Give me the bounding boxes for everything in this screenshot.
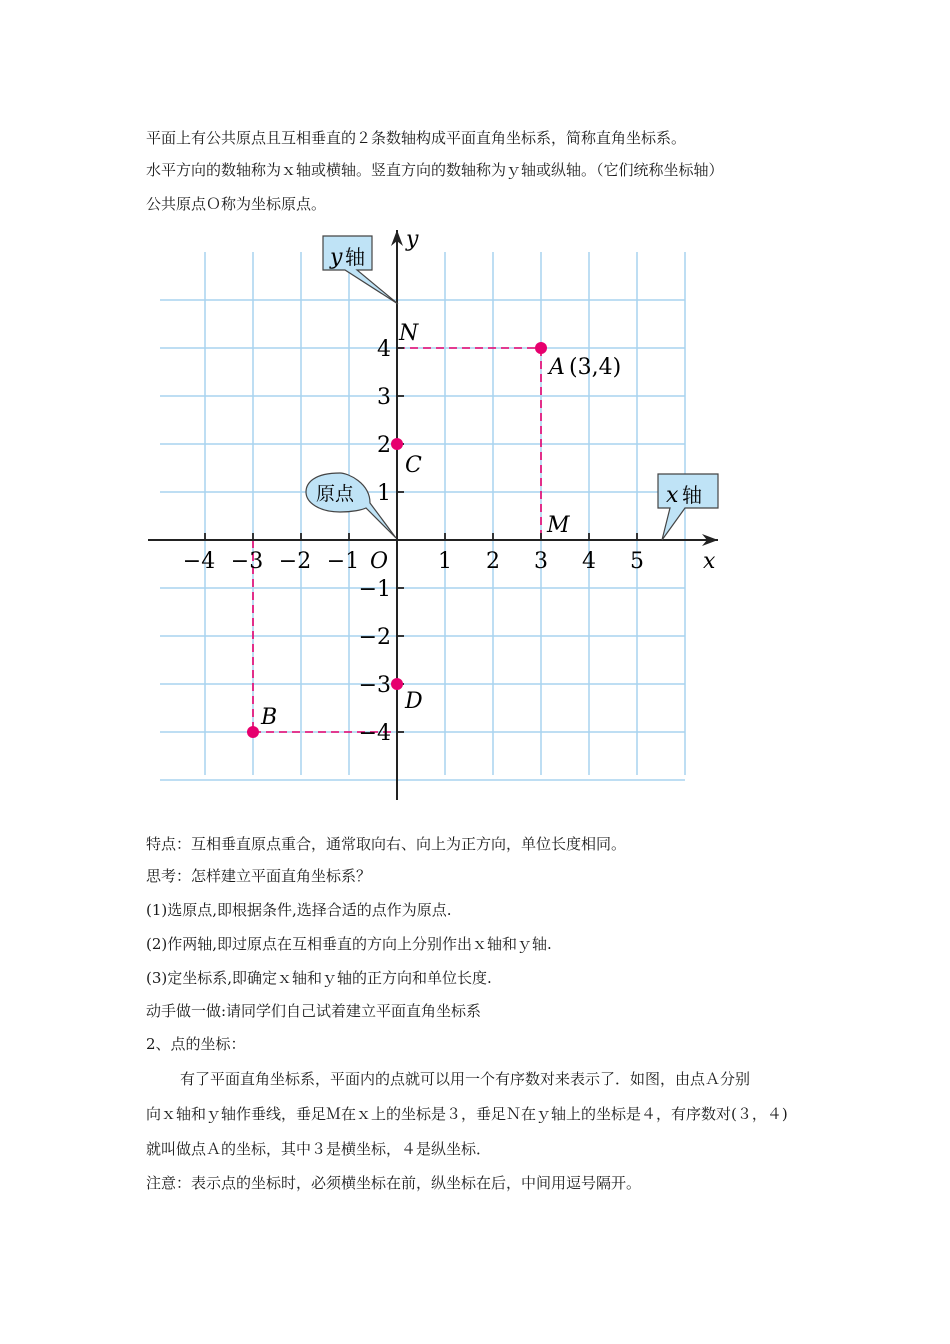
y-tick-label: 4	[377, 337, 391, 362]
y-tick-label: 2	[377, 433, 391, 458]
intro-line-2: 水平方向的数轴称为ｘ轴或横轴。竖直方向的数轴称为ｙ轴或纵轴。（它们统称坐标轴）	[146, 161, 724, 179]
section-2-heading: 2、点的坐标：	[146, 1035, 246, 1053]
point-d-label: D	[405, 689, 423, 714]
step-3: (3)定坐标系,即确定ｘ轴和ｙ轴的正方向和单位长度.	[146, 969, 492, 987]
axes	[148, 227, 718, 800]
y-callout-var: y	[330, 245, 343, 270]
y-callout-text: 轴	[345, 245, 365, 269]
think-text: 思考：怎样建立平面直角坐标系？	[146, 867, 372, 885]
step-1: (1)选原点,即根据条件,选择合适的点作为原点.	[146, 901, 452, 919]
point-b-label: B	[261, 705, 278, 730]
y-axis-letter: y	[406, 227, 419, 252]
x-tick-label: −3	[230, 549, 264, 574]
step-2: (2)作两轴,即过原点在互相垂直的方向上分别作出ｘ轴和ｙ轴.	[146, 935, 552, 953]
x-tick-label: 5	[630, 549, 644, 574]
foot-n-label: N	[399, 321, 419, 346]
x-tick-label: 3	[534, 549, 548, 574]
point-d	[391, 678, 403, 690]
x-tick-label: −1	[326, 549, 360, 574]
paragraph-line-3: 就叫做点Ａ的坐标，其中３是横坐标，４是纵坐标．	[146, 1140, 492, 1158]
paragraph-line-1: 有了平面直角坐标系，平面内的点就可以用一个有序数对来表示了．如图，由点Ａ分别	[180, 1070, 751, 1088]
x-tick-label: 1	[438, 549, 452, 574]
point-c	[391, 438, 403, 450]
x-callout-text: 轴	[682, 483, 702, 507]
x-tick-label: −2	[278, 549, 312, 574]
y-tick-label: −3	[358, 673, 391, 698]
intro-line-3: 公共原点Ｏ称为坐标原点。	[146, 195, 327, 213]
y-tick-label: 3	[377, 385, 391, 410]
y-tick-label: −1	[358, 577, 391, 602]
callouts	[306, 236, 718, 540]
origin-label: O	[370, 549, 389, 574]
x-axis-letter: x	[703, 549, 716, 574]
point-a	[535, 342, 547, 354]
point-b	[247, 726, 259, 738]
paragraph-line-2: 向ｘ轴和ｙ轴作垂线，垂足Ｍ在ｘ上的坐标是３，垂足Ｎ在ｙ轴上的坐标是４，有序数对(３，４)	[146, 1105, 788, 1123]
note-text: 注意：表示点的坐标时，必须横坐标在前，纵坐标在后，中间用逗号隔开。	[146, 1174, 642, 1192]
point-a-coordinates: (3,4)	[569, 355, 622, 380]
y-tick-label: −4	[358, 721, 391, 746]
x-tick-label: 4	[582, 549, 596, 574]
x-tick-label: 2	[486, 549, 500, 574]
features-text: 特点：互相垂直原点重合，通常取向右、向上为正方向，单位长度相同。	[146, 835, 627, 853]
points	[247, 321, 621, 738]
x-callout-var: x	[666, 483, 679, 508]
point-c-label: C	[405, 453, 422, 478]
y-tick-label: 1	[377, 481, 391, 506]
point-a-label: A	[549, 355, 565, 380]
try-text: 动手做一做:请同学们自己试着建立平面直角坐标系	[146, 1002, 482, 1020]
coordinate-system-figure	[140, 222, 740, 812]
foot-m-label: M	[547, 513, 570, 538]
x-tick-label: −4	[182, 549, 216, 574]
intro-line-1: 平面上有公共原点且互相垂直的２条数轴构成平面直角坐标系，简称直角坐标系。	[146, 129, 687, 147]
origin-callout-text: 原点	[316, 483, 355, 505]
y-tick-label: −2	[358, 625, 391, 650]
